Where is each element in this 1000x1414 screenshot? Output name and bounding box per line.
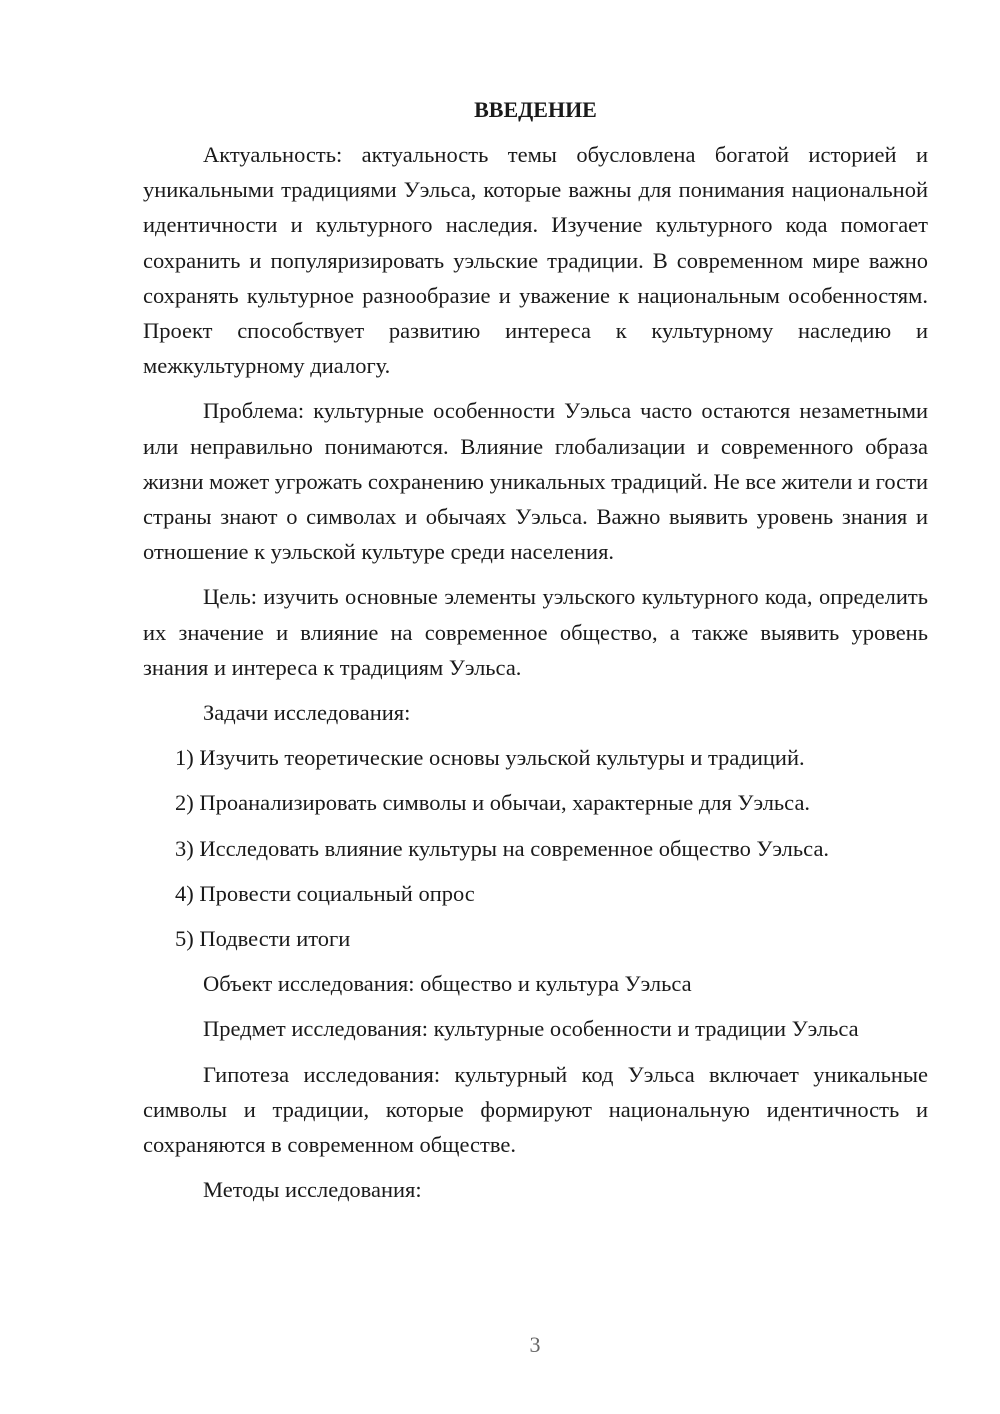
page-number: 3 — [529, 1332, 541, 1357]
task-item-4: 4) Провести социальный опрос — [175, 880, 475, 906]
paragraph-problem: Проблема: культурные особенности Уэльса часто остаются незаметными или неправильно понимаются. Влияние глобализации и современного образа жизни может угрожать сохранению уникальных традиций. Не все жители и гости страны знают о символах и обычаях Уэльса. Важно выявить уровень знания и отношение к уэльской культуре среди населения. — [143, 398, 928, 565]
task-list — [143, 740, 928, 956]
task-item-1: 1) Изучить теоретические основы уэльской культуры и традиций. — [175, 745, 805, 771]
paragraph-relevance: Актуальность: актуальность темы обусловлена богатой историей и уникальными традициями Уэльса, которые важны для понимания национальной идентичности и культурного наследия. Изучение культурного кода помогает сохранить и популяризировать уэльские традиции. В современном мире важно сохранять культурное разнообразие и уважение к национальным особенностям. Проект способствует развитию интереса к культурному наследию и межкультурному диалогу. — [143, 142, 928, 379]
task-item-5: 5) Подвести итоги — [175, 926, 351, 952]
research-object: Объект исследования: общество и культура Уэльса — [203, 971, 692, 997]
page-title: ВВЕДЕНИЕ — [474, 97, 597, 122]
task-item-2: 2) Проанализировать символы и обычаи, характерные для Уэльса. — [175, 790, 811, 816]
paragraph-hypothesis: Гипотеза исследования: культурный код Уэльса включает уникальные символы и традиции, которые формируют национальную идентичность и сохраняются в современном обществе. — [143, 1061, 928, 1158]
paragraph-goal: Цель: изучить основные элементы уэльского культурного кода, определить их значение и влияние на современное общество, а также выявить уровень знания и интереса к традициям Уэльса. — [143, 584, 928, 680]
research-subject: Предмет исследования: культурные особенности и традиции Уэльса — [203, 1016, 859, 1042]
methods-heading: Методы исследования: — [203, 1177, 422, 1203]
task-item-3: 3) Исследовать влияние культуры на современное общество Уэльса. — [175, 835, 830, 861]
page-content — [143, 92, 928, 1217]
tasks-heading: Задачи исследования: — [203, 700, 411, 726]
